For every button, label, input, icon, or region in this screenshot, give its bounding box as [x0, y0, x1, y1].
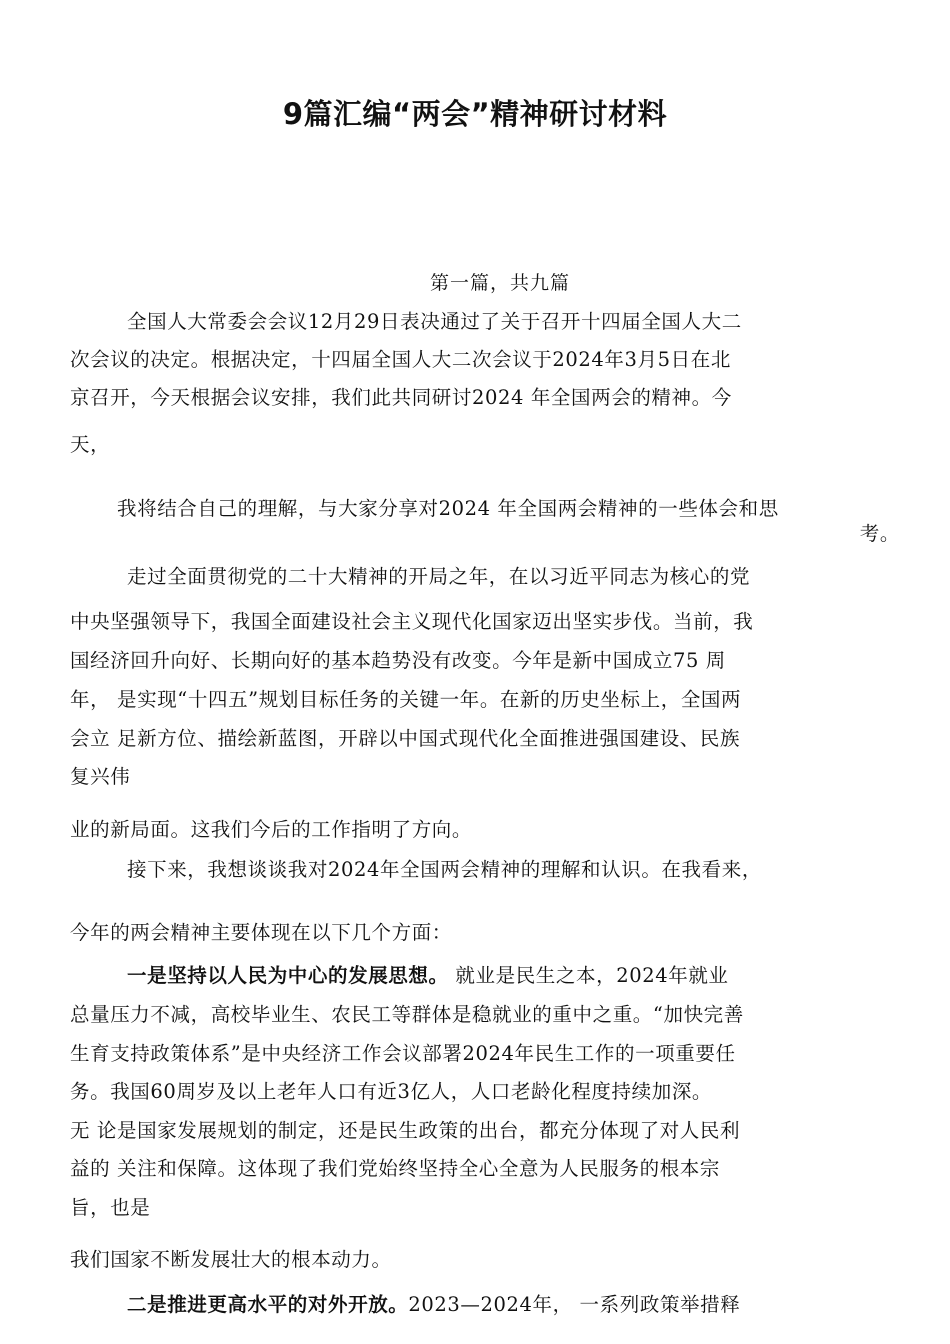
paragraph-line: 无 论是国家发展规划的制定，还是民生政策的出台，都充分体现了对人民利: [70, 1119, 741, 1142]
paragraph-line: 中央坚强领导下，我国全面建设社会主义现代化国家迈出坚实步伐。当前，我: [70, 610, 754, 633]
paragraph-line: [127, 963, 729, 989]
paragraph-line: 业的新局面。这我们今后的工作指明了方向。: [70, 818, 473, 841]
paragraph-line: 接下来，我想谈谈我对2024年全国两会精神的理解和认识。在我看来，: [127, 858, 762, 881]
paragraph-line: 益的 关注和保障。这体现了我们党始终坚持全心全意为人民服务的根本宗: [70, 1157, 720, 1180]
paragraph-line: 京召开，今天根据会议安排，我们此共同研讨2024 年全国两会的精神。今: [70, 386, 732, 409]
point-heading: 一是坚持以人民为中心的发展思想。: [127, 964, 449, 987]
paragraph-line: 年， 是实现“十四五”规划目标任务的关键一年。在新的历史坐标上，全国两: [70, 688, 742, 711]
paragraph-line: 生育支持政策体系”是中央经济工作会议部署2024年民生工作的一项重要任: [70, 1042, 736, 1065]
document-subtitle: 第一篇，共九篇: [429, 272, 570, 294]
paragraph-line: 国经济回升向好、长期向好的基本趋势没有改变。今年是新中国成立75 周: [70, 649, 726, 672]
paragraph-line: 考。: [859, 522, 900, 545]
point-text: 2023—2024年， 一系列政策举措释: [408, 1293, 741, 1316]
point-text: 就业是民生之本，2024年就业: [448, 964, 729, 987]
document-title: 9篇汇编“两会”精神研讨材料: [282, 97, 668, 131]
paragraph-line: 次会议的决定。根据决定，十四届全国人大二次会议于2024年3月5日在北: [70, 348, 731, 371]
paragraph-line: 今年的两会精神主要体现在以下几个方面：: [70, 921, 452, 944]
paragraph-line: 天，: [70, 433, 111, 456]
paragraph-line: 走过全面贯彻党的二十大精神的开局之年，在以习近平同志为核心的党: [127, 565, 751, 588]
paragraph-line: 复兴伟: [70, 765, 131, 788]
paragraph-line: 会立 足新方位、描绘新蓝图，开辟以中国式现代化全面推进强国建设、民族: [70, 727, 741, 750]
paragraph-line: [127, 1292, 740, 1318]
paragraph-line: 旨，也是: [70, 1196, 151, 1219]
paragraph-line: 总量压力不减，高校毕业生、农民工等群体是稳就业的重中之重。“加快完善: [70, 1003, 744, 1026]
paragraph-line: 我们国家不断发展壮大的根本动力。: [70, 1248, 392, 1271]
point-heading: 二是推进更高水平的对外开放。: [127, 1293, 409, 1316]
paragraph-line: 全国人大常委会会议12月29日表决通过了关于召开十四届全国人大二: [127, 310, 742, 333]
paragraph-line: 我将结合自己的理解，与大家分享对2024 年全国两会精神的一些体会和思: [117, 497, 779, 520]
paragraph-line: 务。我国60周岁及以上老年人口有近3亿人，人口老龄化程度持续加深。: [70, 1080, 713, 1103]
